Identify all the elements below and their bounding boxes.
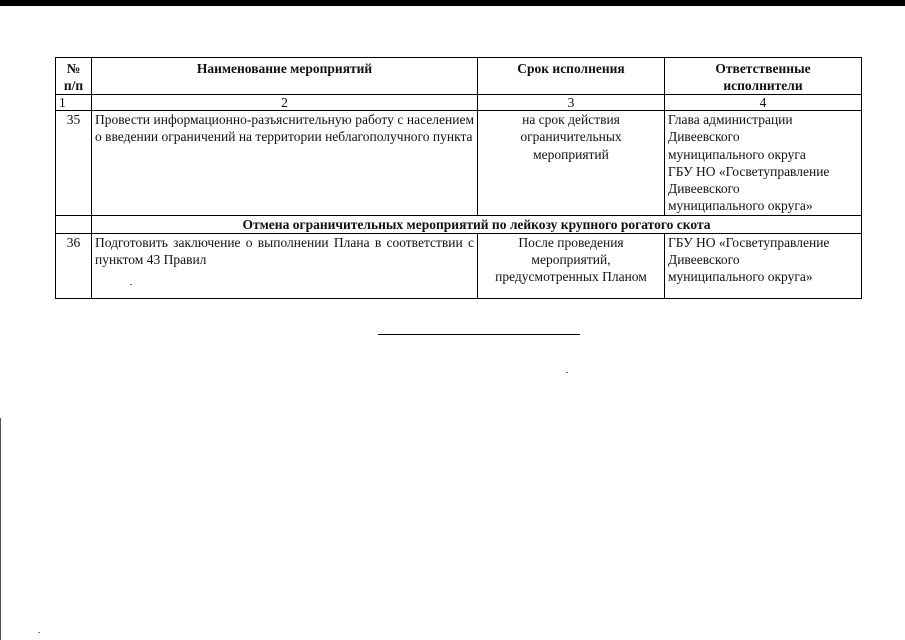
row-executor-line: муниципального округа» (668, 198, 813, 214)
row-executor-line: ГБУ НО «Госветуправление (668, 163, 830, 179)
row-action: Подготовить заключение о выполнении Плана в соответствии с пунктом 43 Правил (92, 233, 478, 298)
section-num-cell (56, 215, 92, 233)
plan-table (55, 57, 862, 299)
section-row (56, 215, 862, 233)
row-term (478, 233, 665, 298)
row-term (478, 111, 665, 216)
header-executors (665, 58, 862, 95)
row-term-line: предусмотренных Планом (495, 269, 647, 285)
scan-speck (38, 632, 40, 633)
header-num-line-2: п/п (63, 78, 84, 93)
column-index-row (56, 95, 862, 111)
row-term-line: мероприятий, (531, 252, 611, 268)
table-row (56, 111, 862, 216)
row-executor-line: Дивеевского (668, 129, 740, 145)
row-executor-line: муниципального округа» (668, 269, 813, 285)
row-executors (665, 111, 862, 216)
header-executors-line-2: исполнители (723, 78, 803, 93)
column-index-3: 3 (478, 95, 665, 111)
row-action: Провести информационно-разъяснительную работу с населением о введении ограничений на территории неблагополучного пункта (92, 111, 478, 216)
row-executor-line: ГБУ НО «Госветуправление (668, 234, 830, 250)
header-action: Наименование мероприятий (92, 58, 478, 95)
row-term-line: на срок действия (522, 112, 620, 127)
row-term-line: мероприятий (533, 146, 609, 162)
section-title: Отмена ограничительных мероприятий по лейкозу крупного рогатого скота (92, 215, 862, 233)
row-number: 36 (56, 233, 92, 298)
row-executor-line: Дивеевского (668, 181, 740, 197)
row-term-line: После проведения (518, 234, 624, 250)
header-executors-line-1: Ответственные (715, 61, 811, 76)
row-executors (665, 233, 862, 298)
column-index-4: 4 (665, 95, 862, 111)
row-executor-line: муниципального округа (668, 146, 806, 162)
header-num-line-1: № (66, 61, 81, 76)
scan-speck (566, 372, 568, 373)
row-number: 35 (56, 111, 92, 216)
column-index-1: 1 (56, 95, 92, 111)
closing-rule (378, 334, 580, 335)
table-row (56, 233, 862, 298)
header-row (56, 58, 862, 95)
scan-top-border (0, 0, 905, 6)
header-num (56, 58, 92, 95)
scan-speck (130, 284, 132, 285)
row-executor-line: Дивеевского (668, 252, 740, 268)
header-term: Срок исполнения (478, 58, 665, 95)
column-index-2: 2 (92, 95, 478, 111)
row-executor-line: Глава администрации (668, 112, 793, 127)
row-term-line: ограничительных (520, 129, 622, 145)
scan-left-edge (0, 418, 1, 640)
